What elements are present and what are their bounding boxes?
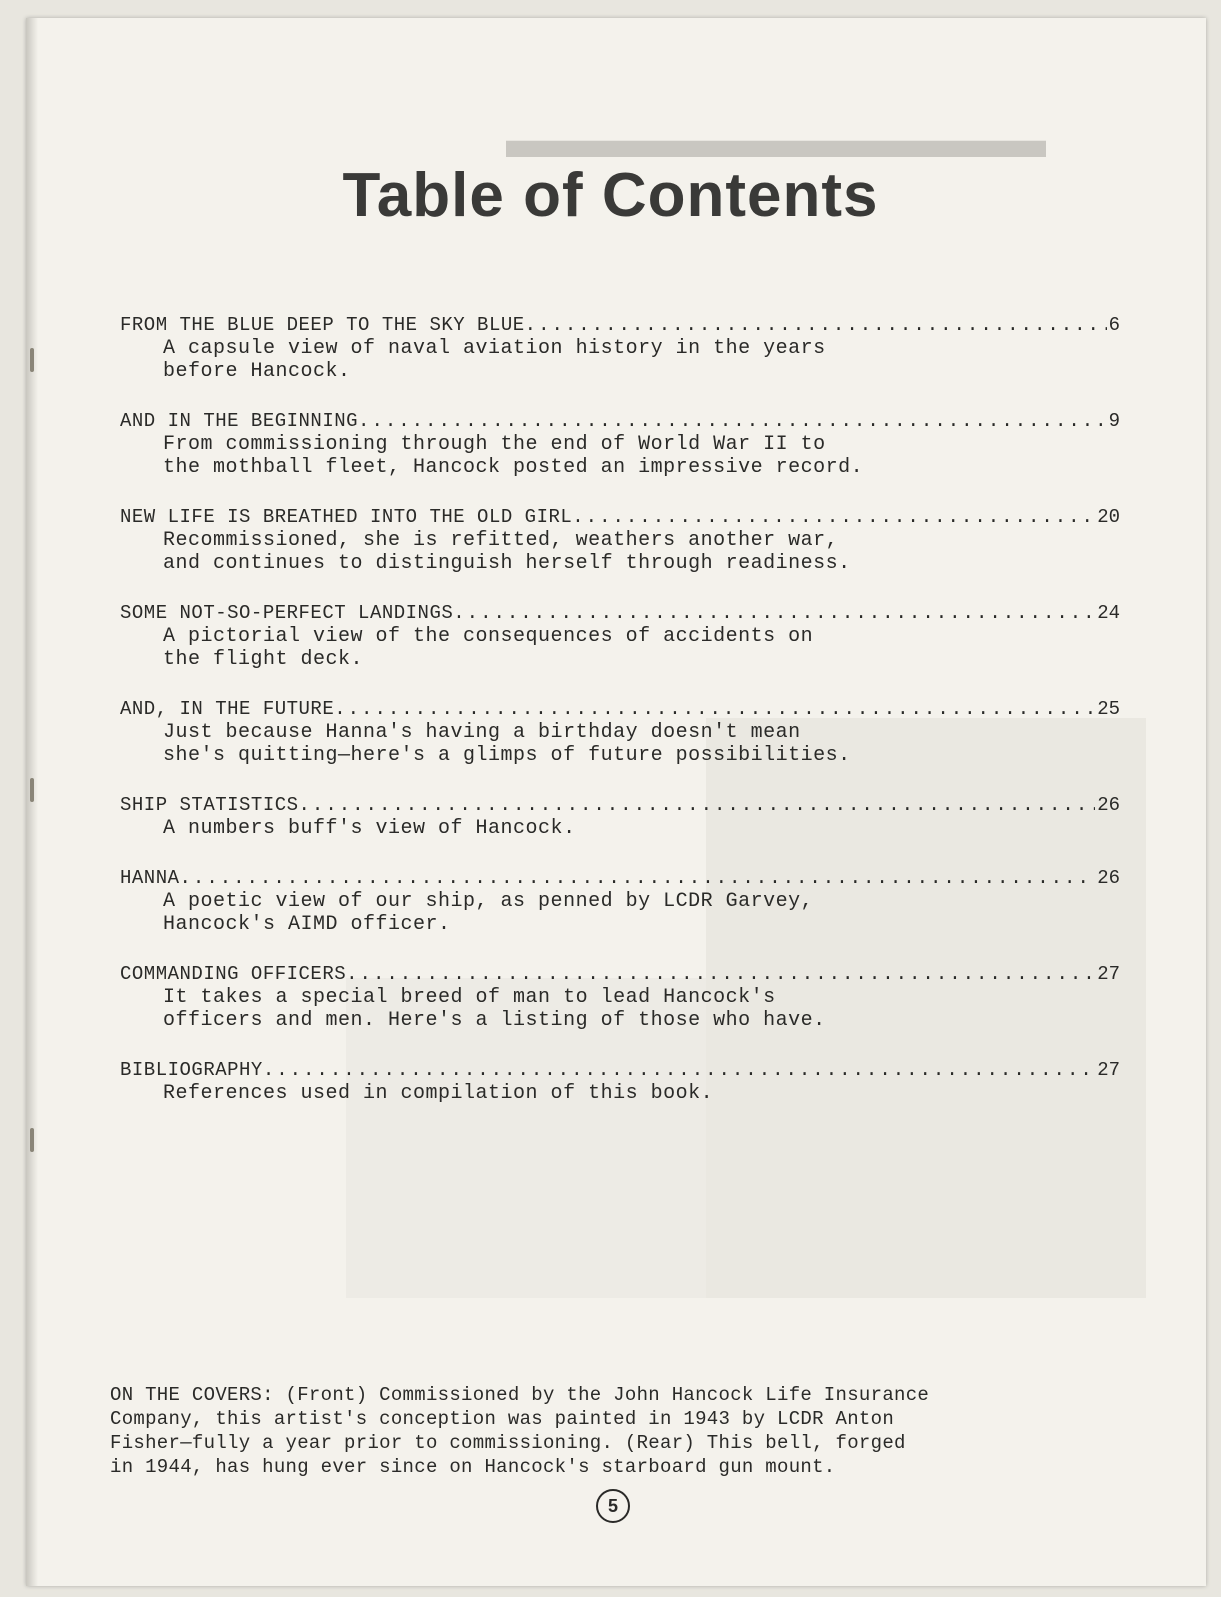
toc-description-line: A capsule view of naval aviation history in the years [163,337,826,360]
toc-entry [120,793,1120,840]
toc-entry-page: 26 [1097,867,1120,889]
toc-entry-description [163,529,1120,575]
toc-entry-title: AND, IN THE FUTURE [120,698,335,720]
toc-description-line: From commissioning through the end of World War II to [163,433,826,456]
toc-description-line: Hancock's AIMD officer. [163,913,451,936]
page-title: Table of Contents [342,161,879,230]
toc-entry [120,962,1120,1032]
toc-entry [120,505,1120,575]
toc-entry [120,409,1120,479]
toc-entry-description [163,986,1120,1032]
toc-entry-line [120,1058,1120,1082]
toc-description-line: Just because Hanna's having a birthday doesn't mean [163,721,801,744]
toc-entry-title: SOME NOT-SO-PERFECT LANDINGS [120,602,454,624]
toc-description-line: and continues to distinguish herself through readiness. [163,552,851,575]
toc-entry-line [120,962,1120,986]
toc-entry-page: 27 [1097,1059,1120,1081]
toc-description-line: the mothball fleet, Hancock posted an impressive record. [163,456,864,479]
toc-entry-line [120,793,1120,817]
toc-entry-description [163,890,1120,936]
covers-note-line: Company, this artist's conception was painted in 1943 by LCDR Anton [110,1408,895,1430]
toc-entry-description [163,721,1120,767]
toc-entry-description [163,337,1120,383]
covers-note-line: ON THE COVERS: (Front) Commissioned by the John Hancock Life Insurance [110,1384,930,1406]
toc-entry-page: 20 [1097,506,1120,528]
toc-entry-description [163,1082,1120,1105]
toc-leader-dots [453,601,1095,625]
toc-leader-dots [358,409,1107,433]
toc-entry-line [120,409,1120,433]
toc-entry-title: NEW LIFE IS BREATHED INTO THE OLD GIRL [120,506,573,528]
toc-entry-title: HANNA [120,867,180,889]
toc-description-line: It takes a special breed of man to lead Hancock's [163,986,776,1009]
toc-entry-line [120,313,1120,337]
toc-entry-page: 6 [1108,314,1120,336]
toc-entry-description [163,817,1120,840]
toc-leader-dots [346,962,1095,986]
toc-leader-dots [180,866,1096,890]
toc-entry-description [163,433,1120,479]
toc-entry [120,697,1120,767]
staple [30,778,34,802]
toc-description-line: A numbers buff's view of Hancock. [163,817,576,840]
toc-entry-title: SHIP STATISTICS [120,794,299,816]
toc-entry [120,313,1120,383]
toc-description-line: officers and men. Here's a listing of those who have. [163,1009,826,1032]
toc-entry-page: 24 [1097,602,1120,624]
toc-entry-line [120,601,1120,625]
toc-leader-dots [334,697,1095,721]
table-of-contents [120,313,1120,1131]
staple [30,1128,34,1152]
toc-description-line: before Hancock. [163,360,351,383]
toc-entry-title: AND IN THE BEGINNING [120,410,359,432]
toc-entry-line [120,866,1120,890]
staple [30,348,34,372]
covers-note [110,1383,1130,1479]
toc-description-line: A poetic view of our ship, as penned by LCDR Garvey, [163,890,814,913]
toc-leader-dots [299,793,1096,817]
toc-entry-line [120,697,1120,721]
binding-edge [26,18,38,1586]
page-number: 5 [596,1489,630,1523]
toc-entry-page: 9 [1108,410,1120,432]
toc-entry-line [120,505,1120,529]
toc-entry-page: 27 [1097,963,1120,985]
toc-leader-dots [263,1058,1095,1082]
toc-entry-page: 25 [1097,698,1120,720]
toc-entry [120,1058,1120,1105]
toc-entry-page: 26 [1097,794,1120,816]
covers-note-line: in 1944, has hung ever since on Hancock's starboard gun mount. [110,1456,836,1478]
toc-entry [120,601,1120,671]
covers-note-line: Fisher—fully a year prior to commissioning. (Rear) This bell, forged [110,1432,906,1454]
toc-description-line: Recommissioned, she is refitted, weathers another war, [163,529,839,552]
toc-entry-title: FROM THE BLUE DEEP TO THE SKY BLUE [120,314,525,336]
toc-entry [120,866,1120,936]
toc-description-line: the flight deck. [163,648,364,671]
toc-leader-dots [525,313,1107,337]
toc-description-line: References used in compilation of this book. [163,1082,714,1105]
toc-description-line: A pictorial view of the consequences of accidents on [163,625,814,648]
toc-leader-dots [572,505,1095,529]
toc-description-line: she's quitting—here's a glimps of future possibilities. [163,744,851,767]
bleed-through-heading: ▬▬▬▬▬▬▬▬▬▬ [506,109,1046,169]
toc-entry-title: COMMANDING OFFICERS [120,963,347,985]
toc-entry-title: BIBLIOGRAPHY [120,1059,263,1081]
toc-entry-description [163,625,1120,671]
